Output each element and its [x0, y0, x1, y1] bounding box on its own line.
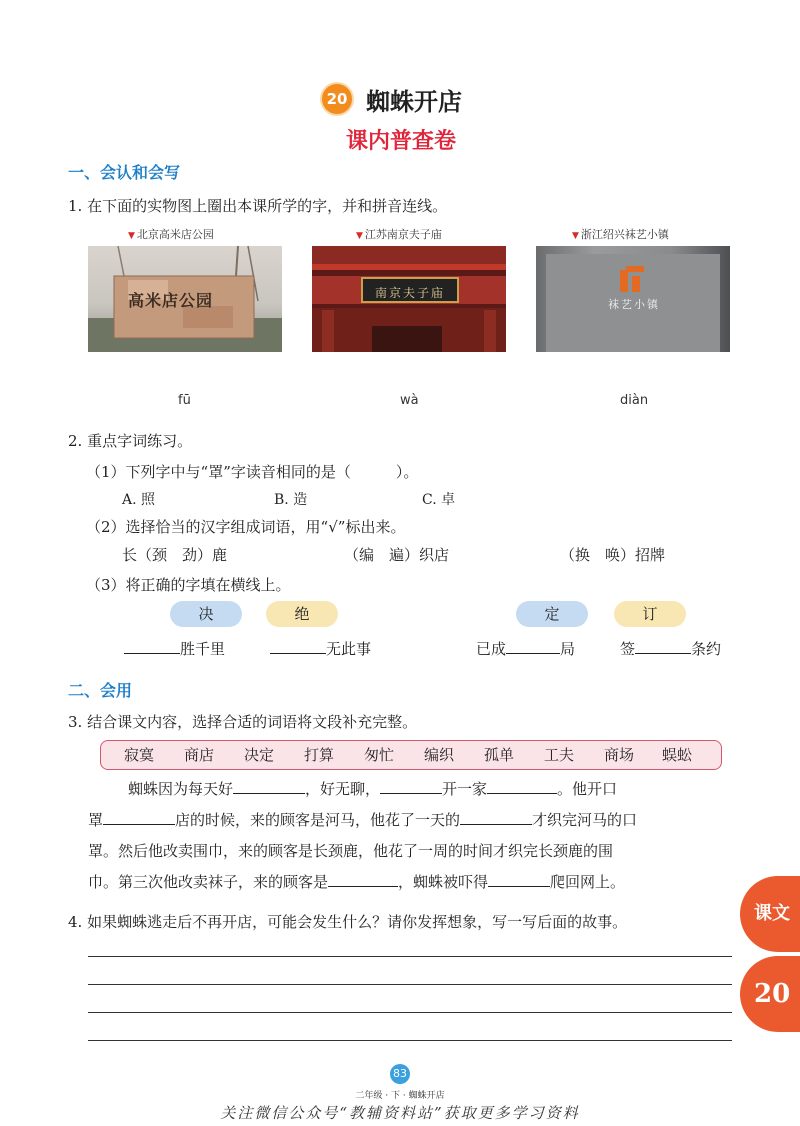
option-a[interactable]: A. 照	[122, 492, 156, 508]
answer-blank[interactable]	[328, 870, 398, 887]
question-2-text: 2. 重点字词练习。	[68, 432, 193, 450]
town-sign-text: 袜艺小镇	[608, 298, 660, 311]
option-c[interactable]: C. 卓	[422, 492, 456, 508]
lesson-title: 蜘蛛开店	[366, 88, 462, 116]
footer-note: 关注微信公众号“教辅资料站”获取更多学习资料	[220, 1104, 580, 1122]
photo-park-sign	[88, 246, 282, 352]
answer-blank[interactable]	[487, 777, 557, 794]
temple-plaque-text: 南京夫子庙	[374, 286, 445, 300]
fill-line-a2: 无此事	[270, 637, 371, 659]
pinyin-1: fū	[178, 393, 191, 408]
park-sign-text: 高米店公园	[128, 291, 214, 310]
photo-caption-1: ▼ 北京高米店公园	[128, 228, 214, 241]
side-tab-number[interactable]: 20	[740, 956, 800, 1032]
char-chip-jue2: 绝	[266, 601, 338, 627]
photo-caption-2: ▼ 江苏南京夫子庙	[356, 228, 442, 241]
answer-blank[interactable]	[460, 808, 532, 825]
passage-line-2: 罩 店的时候，来的顾客是河马，他花了一天的 才织完河马的口	[88, 805, 637, 836]
word-bank-item: 打算	[304, 746, 335, 764]
pinyin-3: diàn	[620, 393, 649, 408]
word-choice-1[interactable]: 长（颈 劲）鹿	[122, 546, 228, 564]
char-chip-ding1: 定	[516, 601, 588, 627]
answer-blank[interactable]	[270, 637, 326, 654]
question-3-text: 3. 结合课文内容，选择合适的词语将文段补充完整。	[68, 713, 418, 731]
photo-town-sign	[536, 246, 730, 352]
question-2-part-2: （2）选择恰当的汉字组成词语，用“√”标出来。	[86, 518, 406, 536]
question-2-part-3: （3）将正确的字填在横线上。	[86, 576, 291, 594]
option-b[interactable]: B. 造	[274, 492, 308, 508]
pinyin-2: wà	[400, 393, 419, 408]
word-bank-item: 蜈蚣	[662, 746, 693, 764]
writing-line[interactable]	[88, 1012, 732, 1013]
passage-line-4: 巾。第三次他改卖袜子，来的顾客是 ，蜘蛛被吓得 爬回网上。	[88, 867, 625, 898]
word-choice-2[interactable]: （编 遍）织店	[344, 546, 450, 564]
writing-line[interactable]	[88, 1040, 732, 1041]
fill-line-a1: 胜千里	[124, 637, 225, 659]
question-4-text: 4. 如果蜘蛛逃走后不再开店，可能会发生什么？请你发挥想象，写一写后面的故事。	[68, 913, 628, 931]
word-bank-item: 编织	[424, 746, 455, 764]
passage-line-3: 罩。然后他改卖围巾，来的顾客是长颈鹿，他花了一周的时间才织完长颈鹿的围	[88, 842, 614, 860]
section-heading-2: 二、会用	[68, 681, 133, 700]
photo-temple-gate	[312, 246, 506, 352]
page-number: 83	[390, 1064, 410, 1084]
worksheet-subtitle: 课内普查卷	[346, 129, 457, 154]
writing-line[interactable]	[88, 984, 732, 985]
word-bank-item: 商场	[604, 746, 635, 764]
fill-line-b1: 已成 局	[476, 637, 575, 659]
side-tab-lesson[interactable]: 课文	[740, 876, 800, 952]
writing-line[interactable]	[88, 956, 732, 957]
fill-line-b2: 签 条约	[620, 637, 721, 659]
word-bank-item: 工夫	[544, 746, 575, 764]
question-1-text: 1. 在下面的实物图上圈出本课所学的字，并和拼音连线。	[68, 197, 448, 215]
word-bank-item: 孤单	[484, 746, 515, 764]
answer-blank[interactable]	[635, 637, 691, 654]
passage-line-1: 蜘蛛因为每天好 ，好无聊， 开一家 。他开口	[128, 774, 617, 805]
answer-blank[interactable]	[233, 777, 305, 794]
answer-blank[interactable]	[103, 808, 175, 825]
word-choice-3[interactable]: （换 唤）招牌	[560, 546, 666, 564]
word-bank-item: 商店	[184, 746, 215, 764]
char-chip-ding2: 订	[614, 601, 686, 627]
word-bank-item: 寂寞	[124, 746, 155, 764]
section-heading-1: 一、会认和会写	[68, 163, 181, 182]
word-bank-item: 匆忙	[364, 746, 395, 764]
answer-blank[interactable]	[380, 777, 442, 794]
word-bank-item: 决定	[244, 746, 275, 764]
answer-blank[interactable]	[506, 637, 560, 654]
photo-caption-3: ▼ 浙江绍兴袜艺小镇	[572, 228, 669, 241]
question-2-part-1: （1）下列字中与“罩”字读音相同的是（ ）。	[86, 463, 419, 481]
running-title: 二年级 · 下 · 蜘蛛开店	[355, 1091, 445, 1101]
lesson-number-badge: 20	[322, 84, 352, 114]
answer-blank[interactable]	[488, 870, 550, 887]
answer-blank[interactable]	[124, 637, 180, 654]
char-chip-jue1: 决	[170, 601, 242, 627]
